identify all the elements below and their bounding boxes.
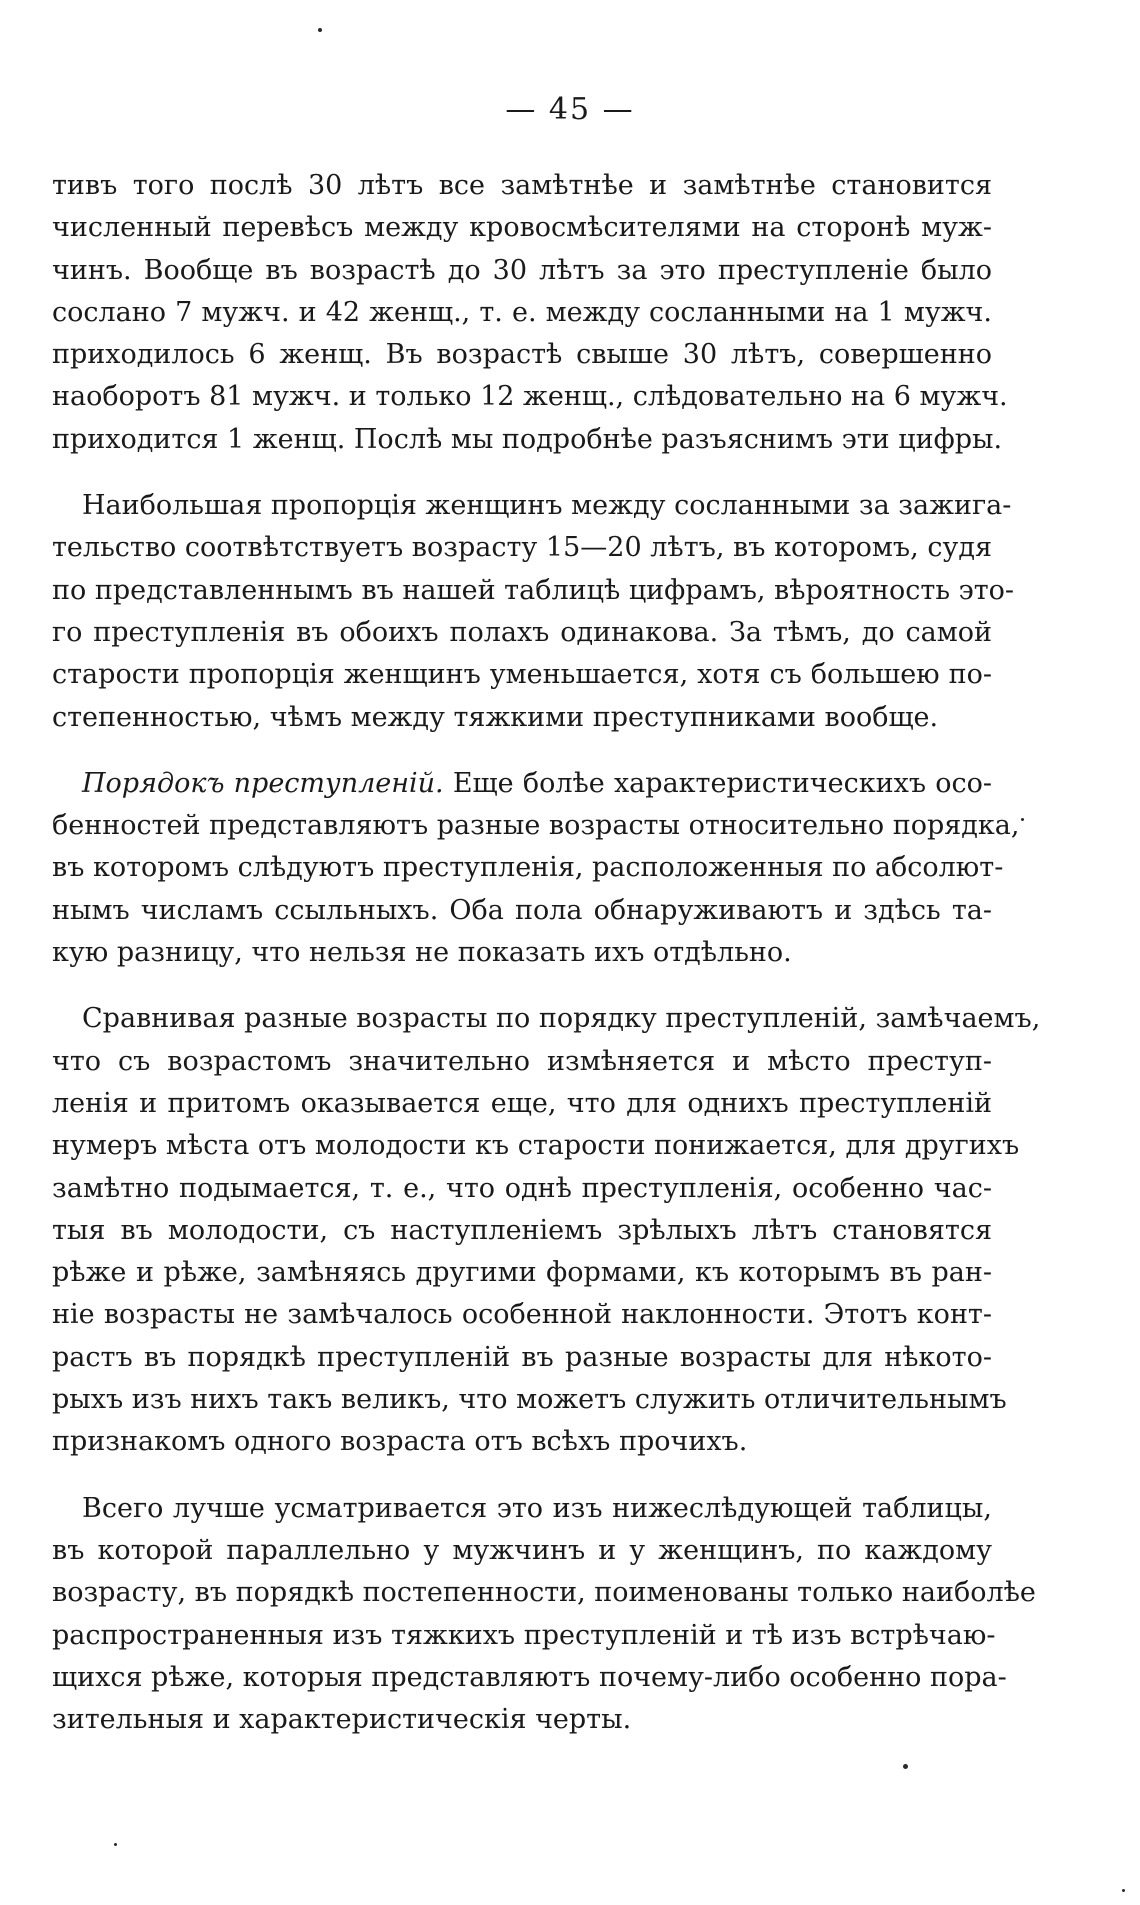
paragraph-1 bbox=[52, 165, 1008, 461]
text-line: Наибольшая пропорція женщинъ между сосланными за зажига- bbox=[82, 490, 1012, 522]
text-line: возрасту, въ порядкѣ постепенности, поименованы только наиболѣе bbox=[52, 1577, 1036, 1609]
text-line: нымъ числамъ ссыльныхъ. Оба пола обнаруживаютъ и здѣсь та- bbox=[52, 894, 992, 926]
paragraph-4 bbox=[52, 998, 1041, 1463]
text-line: ніе возрасты не замѣчалось особенной наклонности. Этотъ конт- bbox=[52, 1299, 992, 1331]
text-line: приходилось 6 женщ. Въ возрастѣ свыше 30 лѣтъ, совершенно bbox=[52, 339, 992, 371]
text-line: ленія и притомъ оказывается еще, что для однихъ преступленій bbox=[52, 1087, 992, 1119]
text-line: го преступленія въ обоихъ полахъ одинакова. За тѣмъ, до самой bbox=[52, 616, 992, 648]
body-text bbox=[52, 165, 1041, 1741]
text-line: щихся рѣже, которыя представляютъ почему-либо особенно пора- bbox=[52, 1661, 1007, 1693]
text-line: Сравнивая разные возрасты по порядку преступленій, замѣчаемъ, bbox=[82, 1003, 1041, 1035]
section-heading: Порядокъ преступленій. bbox=[82, 767, 444, 799]
text-line: численный перевѣсъ между кровосмѣсителями на сторонѣ муж- bbox=[52, 212, 992, 244]
text-line: что съ возрастомъ значительно измѣняется и мѣсто преступ- bbox=[52, 1045, 992, 1077]
text-line: тыя въ молодости, съ наступленіемъ зрѣлыхъ лѣтъ становятся bbox=[52, 1214, 992, 1246]
text-line: наоборотъ 81 мужч. и только 12 женщ., слѣдовательно на 6 мужч. bbox=[52, 381, 1008, 413]
text-line: по представленнымъ въ нашей таблицѣ цифрамъ, вѣроятность это- bbox=[52, 574, 1015, 606]
paragraph-5 bbox=[52, 1488, 1036, 1742]
text-line: въ которомъ слѣдуютъ преступленія, расположенныя по абсолют- bbox=[52, 852, 1004, 884]
page-number: — 45 — bbox=[505, 92, 635, 127]
paragraph-2 bbox=[52, 485, 1015, 739]
text-line: рыхъ изъ нихъ такъ великъ, что можетъ служить отличительнымъ bbox=[52, 1384, 1007, 1416]
text-line: кую разницу, что нельзя не показать ихъ отдѣльно. bbox=[52, 937, 792, 969]
text-line: сослано 7 мужч. и 42 женщ., т. е. между сосланными на 1 мужч. bbox=[52, 296, 992, 328]
text-line: бенностей представляютъ разные возрасты относительно порядка, bbox=[52, 810, 1020, 842]
ink-speck bbox=[318, 28, 322, 32]
text-line: рѣже и рѣже, замѣняясь другими формами, къ которымъ въ ран- bbox=[52, 1257, 992, 1289]
text-line: растъ въ порядкѣ преступленій въ разные возрасты для нѣкото- bbox=[52, 1341, 992, 1373]
ink-speck bbox=[1021, 818, 1024, 821]
ink-speck bbox=[903, 1764, 908, 1769]
text-line: тивъ того послѣ 30 лѣтъ все замѣтнѣе и замѣтнѣе становится bbox=[52, 170, 992, 201]
paragraph-3 bbox=[52, 763, 1020, 974]
text-line: чинъ. Вообще въ возрастѣ до 30 лѣтъ за это преступленіе было bbox=[52, 254, 992, 286]
text-line: Всего лучше усматривается это изъ нижеслѣдующей таблицы, bbox=[82, 1492, 992, 1524]
text-line: старости пропорція женщинъ уменьшается, хотя съ большею по- bbox=[52, 659, 992, 691]
text-line: зительныя и характеристическія черты. bbox=[52, 1704, 632, 1736]
text-line bbox=[52, 763, 992, 805]
text-line: степенностью, чѣмъ между тяжкими преступниками вообще. bbox=[52, 701, 939, 733]
text-line: тельство соотвѣтствуетъ возрасту 15—20 лѣтъ, въ которомъ, судя bbox=[52, 532, 992, 564]
text-line: признакомъ одного возраста отъ всѣхъ прочихъ. bbox=[52, 1426, 748, 1458]
text-line: приходится 1 женщ. Послѣ мы подробнѣе разъяснимъ эти цифры. bbox=[52, 423, 1003, 455]
text-line: распространенныя изъ тяжкихъ преступленій и тѣ изъ встрѣчаю- bbox=[52, 1619, 996, 1651]
ink-speck bbox=[114, 1843, 117, 1846]
text-line: нумеръ мѣста отъ молодости къ старости понижается, для другихъ bbox=[52, 1130, 1020, 1162]
text-line: въ которой параллельно у мужчинъ и у женщинъ, по каждому bbox=[52, 1534, 992, 1566]
ink-speck bbox=[1122, 1889, 1125, 1892]
text-line: замѣтно подымается, т. е., что однѣ преступленія, особенно час- bbox=[52, 1172, 992, 1204]
text-fragment: Еще болѣе характеристическихъ осо- bbox=[452, 767, 992, 799]
